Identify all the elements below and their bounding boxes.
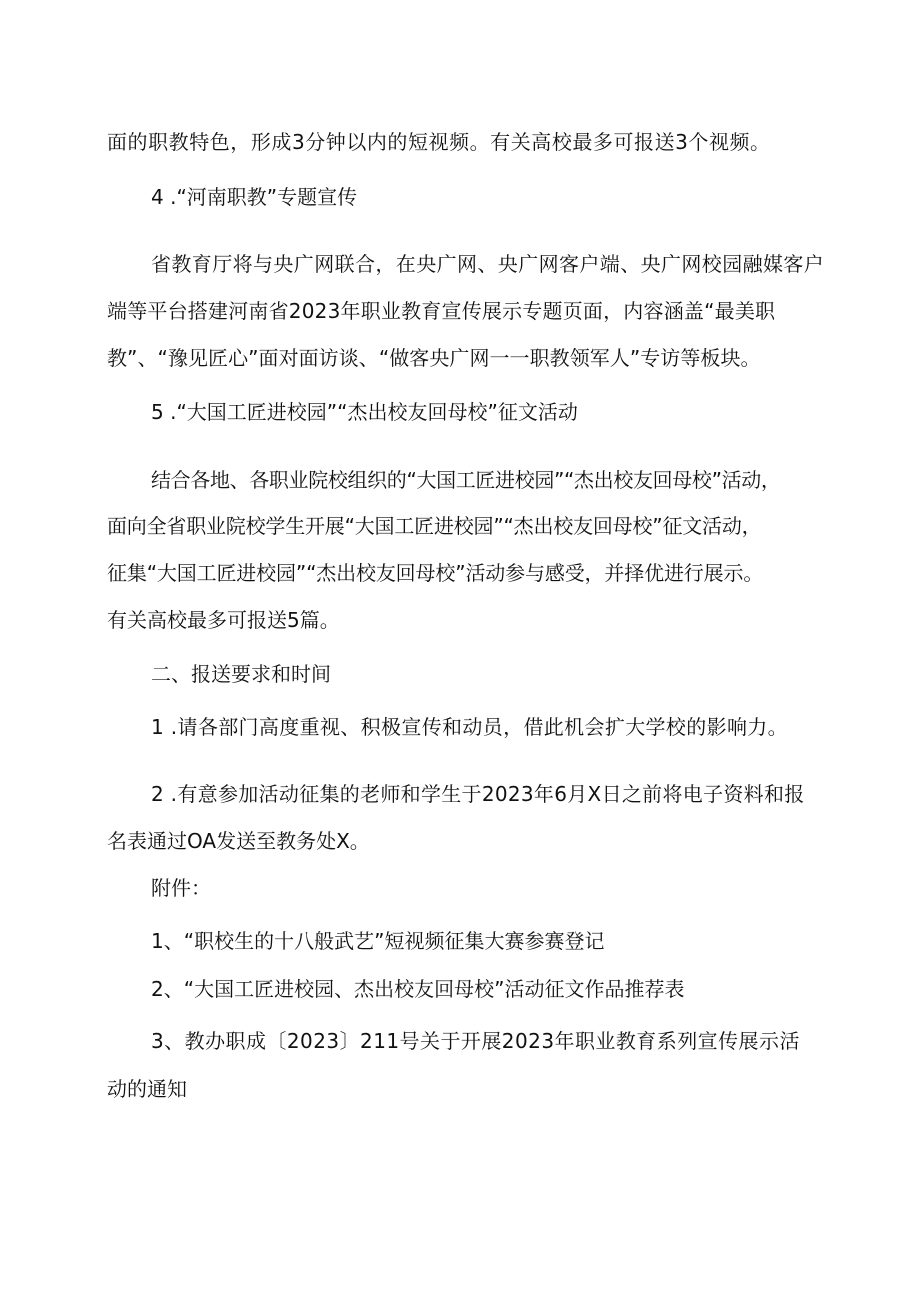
attachments-heading: 附件： bbox=[151, 876, 211, 900]
paragraph-line: 结合各地、各职业院校组织的“大国工匠进校园”“杰出校友回母校”活动， bbox=[151, 468, 781, 492]
section-heading-requirements: 二、报送要求和时间 bbox=[151, 662, 331, 686]
list-item-requirement-1: 1 .请各部门高度重视、积极宣传和动员，借此机会扩大学校的影响力。 bbox=[151, 715, 788, 739]
paragraph-line: 端等平台搭建河南省2023年职业教育宣传展示专题页面，内容涵盖“最美职 bbox=[107, 299, 776, 323]
section-heading-essay-activity: 5 .“大国工匠进校园”“杰出校友回母校”征文活动 bbox=[151, 400, 578, 424]
paragraph-line: 有关高校最多可报送5篇。 bbox=[107, 608, 340, 632]
paragraph-line: 面向全省职业院校学生开展“大国工匠进校园”“杰出校友回母校”征文活动， bbox=[107, 514, 762, 538]
attachment-item-2: 2、“大国工匠进校园、杰出校友回母校”活动征文作品推荐表 bbox=[151, 977, 685, 1001]
paragraph-line-video-limit: 面的职教特色，形成3分钟以内的短视频。有关高校最多可报送3个视频。 bbox=[107, 130, 771, 154]
paragraph-line: 征集“大国工匠进校园”“杰出校友回母校”活动参与感受，并择优进行展示。 bbox=[107, 561, 764, 585]
attachment-item-3: 3、教办职成〔2023〕211号关于开展2023年职业教育系列宣传展示活 bbox=[151, 1029, 800, 1053]
paragraph-line: 动的通知 bbox=[107, 1077, 187, 1101]
attachment-item-1: 1、“职校生的十八般武艺”短视频征集大赛参赛登记 bbox=[151, 929, 605, 953]
paragraph-line: 省教育厅将与央广网联合，在央广网、央广网客户端、央广网校园融媒客户 bbox=[151, 252, 825, 276]
paragraph-line: 教”、“豫见匠心”面对面访谈、“做客央广网一一职教领军人”专访等板块。 bbox=[107, 346, 761, 370]
section-heading-henan-vocational: 4 .“河南职教”专题宣传 bbox=[151, 185, 358, 209]
list-item-requirement-2: 2 .有意参加活动征集的老师和学生于2023年6月X日之前将电子资料和报 bbox=[151, 782, 805, 806]
paragraph-line: 名表通过OA发送至教务处X。 bbox=[107, 829, 370, 853]
